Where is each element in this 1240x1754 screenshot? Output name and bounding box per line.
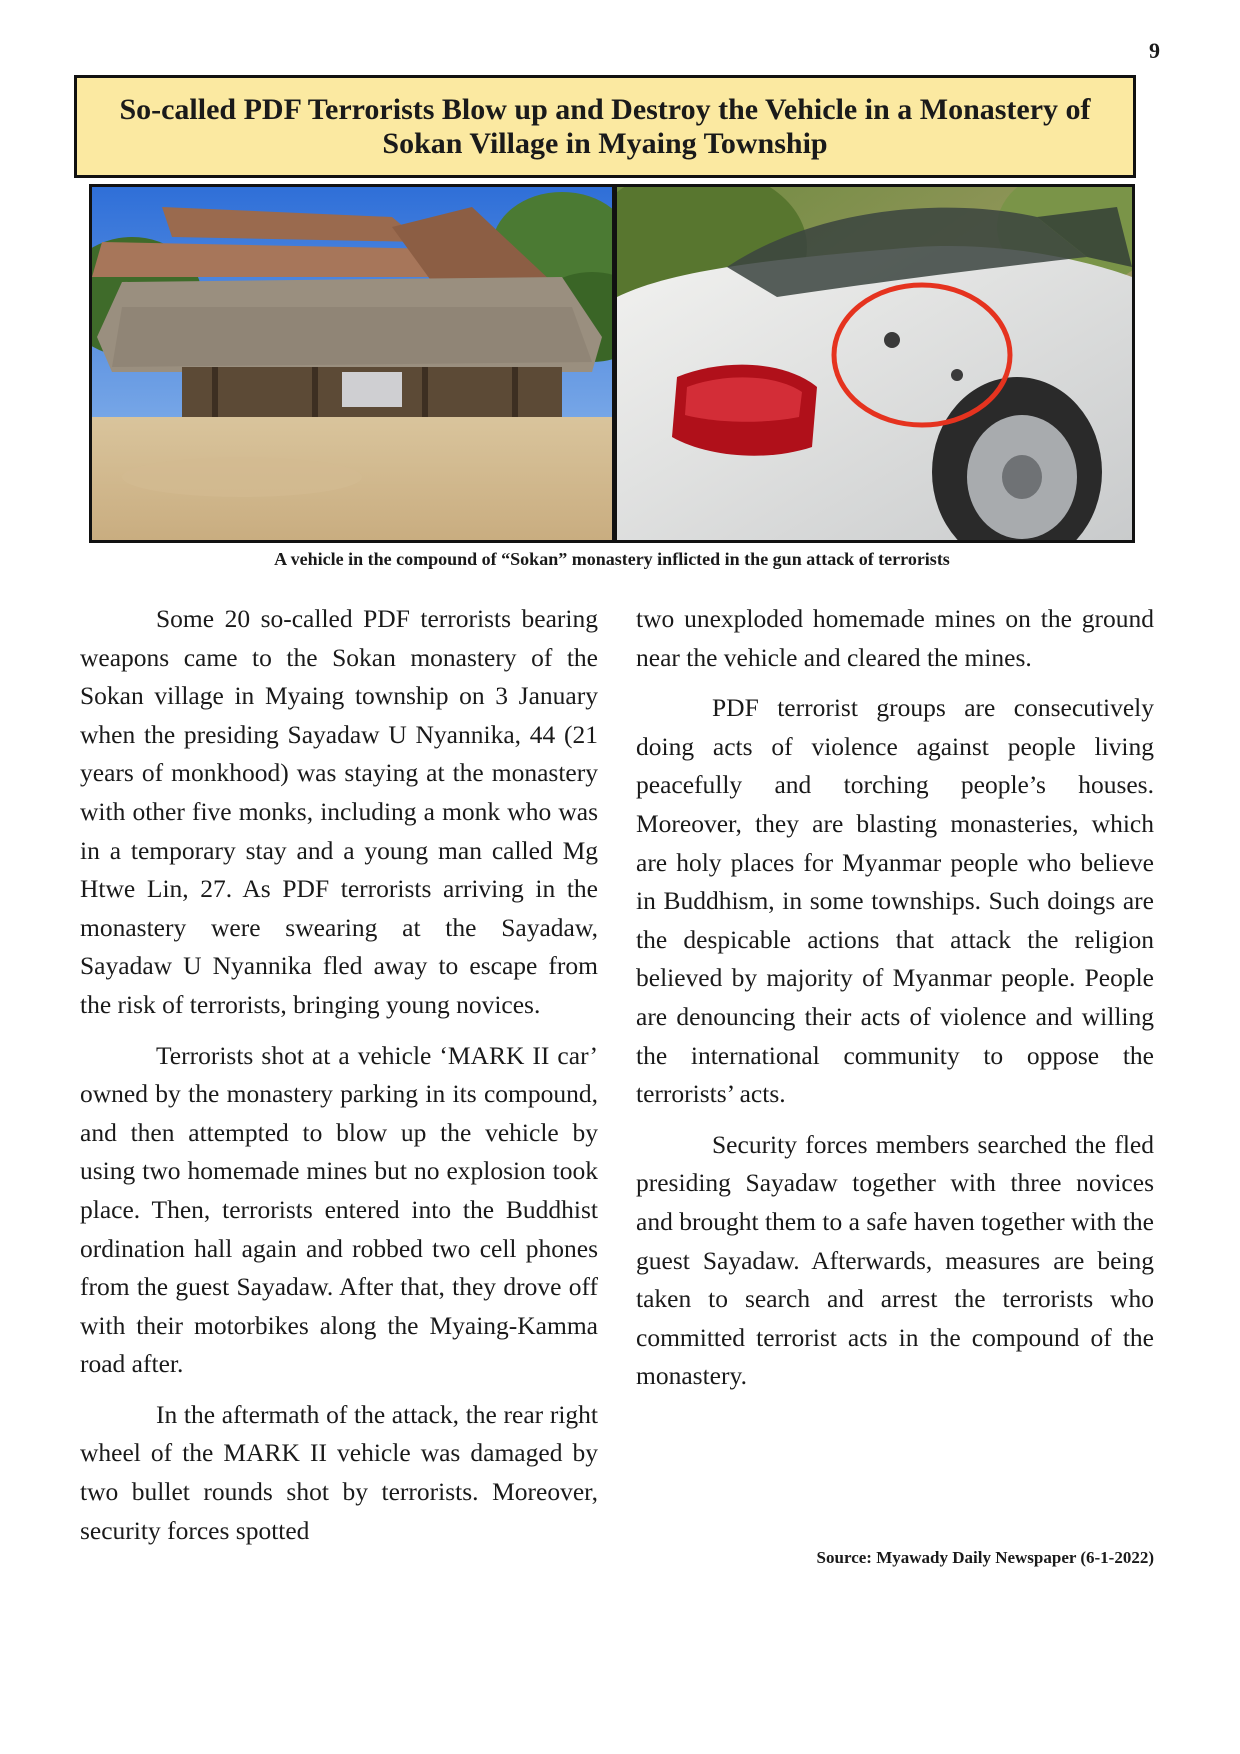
- monastery-photo: [92, 187, 612, 540]
- damaged-car-photo-icon: [617, 187, 1132, 540]
- article-paragraph: Terrorists shot at a vehicle ‘MARK II car’ owned by the monastery parking in its compound, and then attempted to blow up the vehicle by using two homemade mines but no explosion took place. Then, terrorists entered into the Buddhist ordination hall again and robbed two cell phones from the guest Sayadaw. After that, they drove off with their motorbikes along the Myaing-Kamma road after.: [80, 1040, 598, 1379]
- photo-strip: [89, 184, 1135, 543]
- damaged-car-photo: [617, 187, 1132, 540]
- article-column-right: [636, 600, 1154, 1408]
- page-number: 9: [1149, 38, 1160, 63]
- article-paragraph: two unexploded homemade mines on the ground near the vehicle and cleared the mines.: [636, 604, 1154, 672]
- monastery-photo-icon: [92, 187, 612, 540]
- article-paragraph: In the aftermath of the attack, the rear right wheel of the MARK II vehicle was damaged by two bullet rounds shot by terrorists. Moreover, security forces spotted: [80, 1399, 598, 1545]
- photo-caption: A vehicle in the compound of “Sokan” monastery inflicted in the gun attack of terrorists: [274, 549, 950, 569]
- headline-box: [74, 75, 1136, 178]
- source-credit: Source: Myawady Daily Newspaper (6-1-2022): [816, 1548, 1154, 1567]
- article-paragraph: PDF terrorist groups are consecutively doing acts of violence against people living peacefully and torching people’s houses. Moreover, they are blasting monasteries, which are holy places for Myanmar people who believe in Buddhism, in some townships. Such doings are the despicable actions that attack the religion believed by majority of Myanmar people. People are denouncing their acts of violence and willing the international community to oppose the terrorists’ acts.: [636, 693, 1154, 1109]
- article-paragraph: Security forces members searched the fled presiding Sayadaw together with three novices and brought them to a safe haven together with the guest Sayadaw. Afterwards, measures are being taken to search and arrest the terrorists who committed terrorist acts in the compound of the monastery.: [636, 1129, 1154, 1391]
- article-column-left: [80, 600, 598, 1562]
- headline: So-called PDF Terrorists Blow up and Destroy the Vehicle in a Monastery of Sokan Village in Myaing Township: [119, 92, 1091, 160]
- article-paragraph: Some 20 so-called PDF terrorists bearing weapons came to the Sokan monastery of the Sokan village in Myaing township on 3 January when the presiding Sayadaw U Nyannika, 44 (21 years of monkhood) was staying at the monastery with other five monks, including a monk who was in a temporary stay and a young man called Mg Htwe Lin, 27. As PDF terrorists arriving in the monastery were swearing at the Sayadaw, Sayadaw U Nyannika fled away to escape from the risk of terrorists, bringing young novices.: [80, 604, 598, 1019]
